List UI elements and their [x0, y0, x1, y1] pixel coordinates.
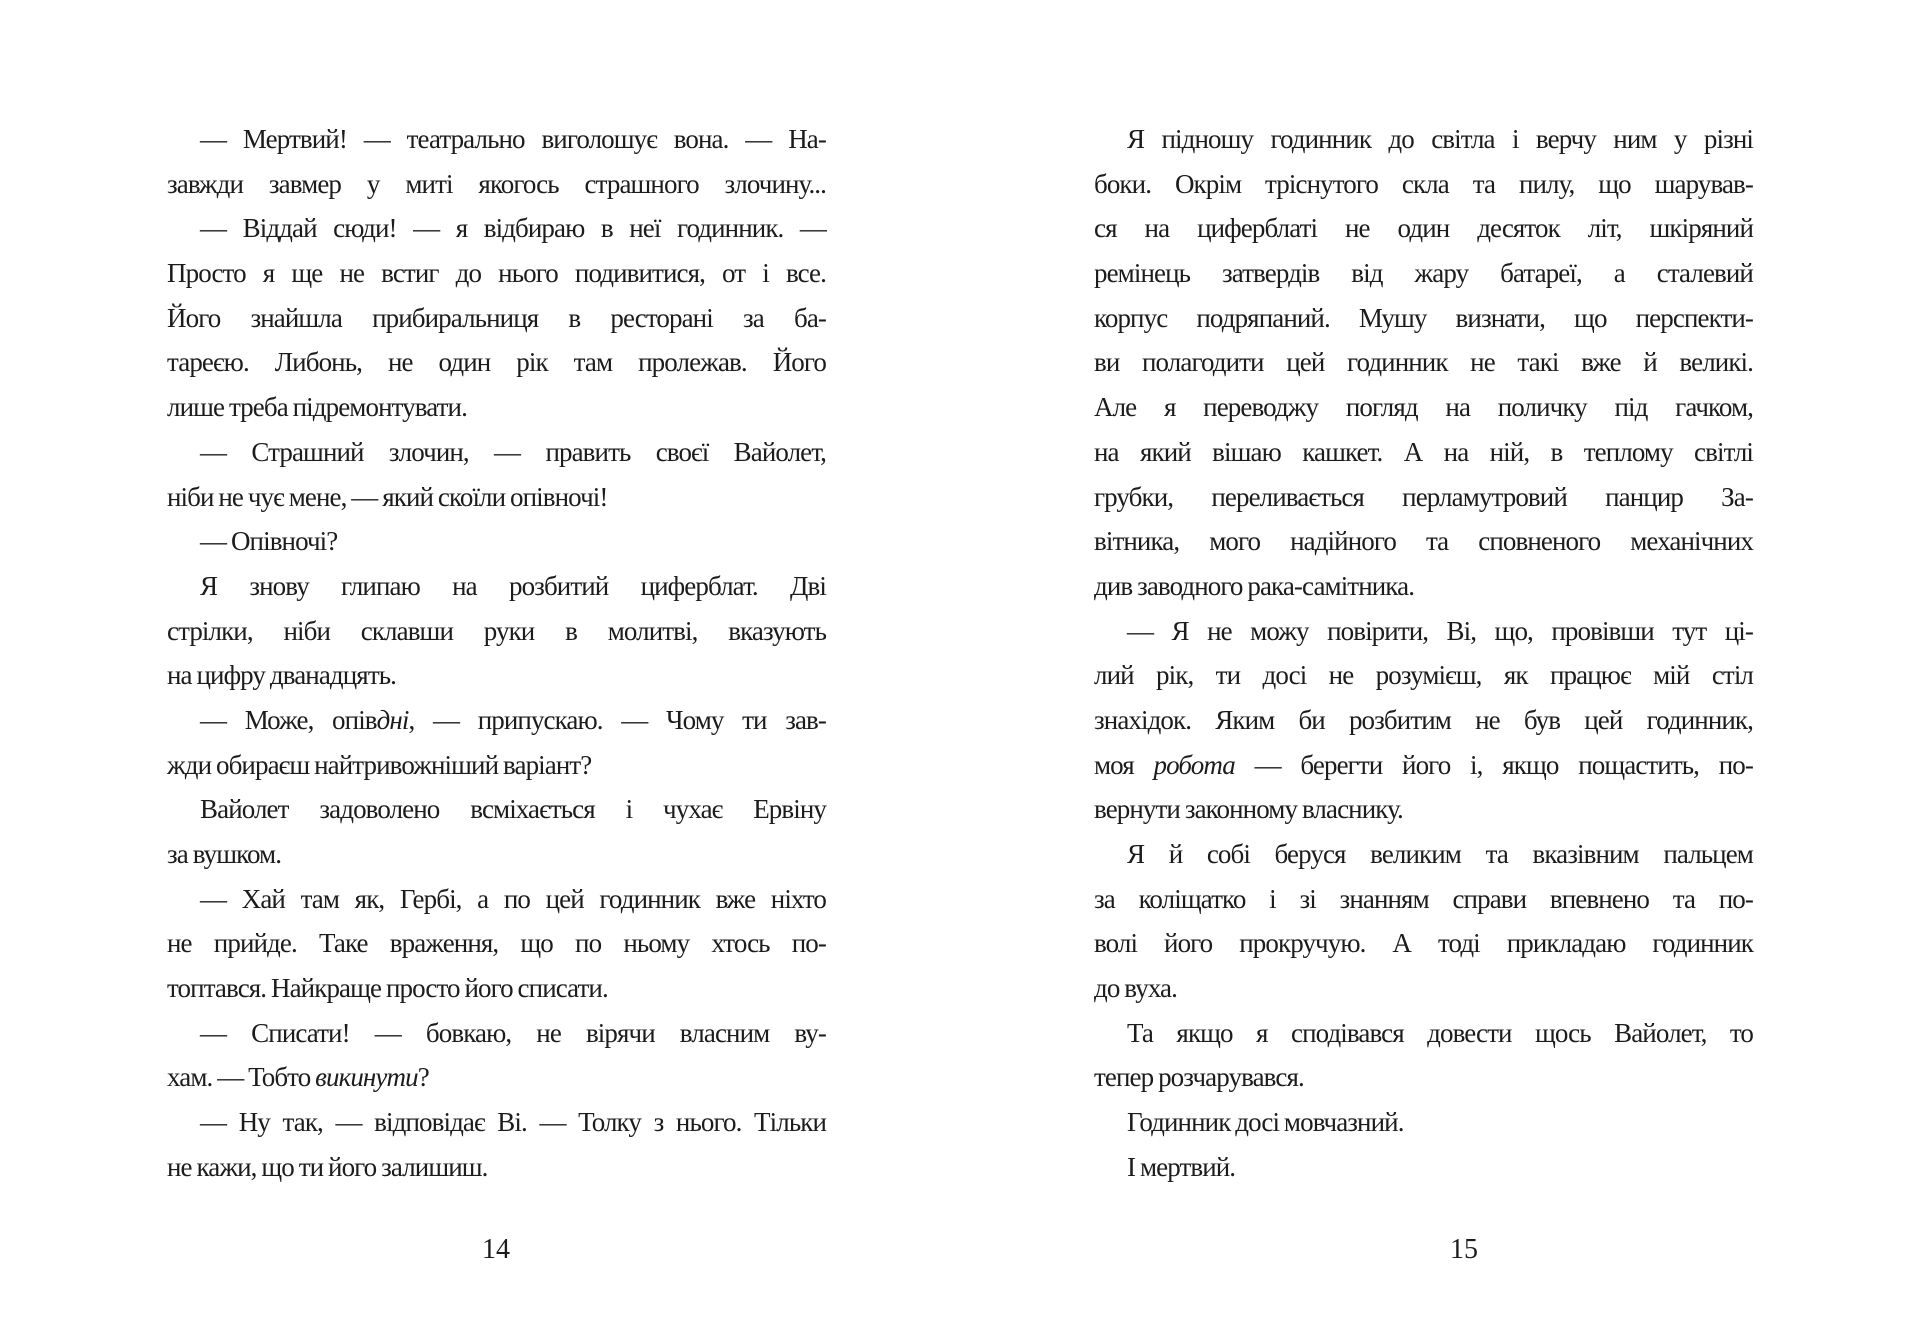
text-run: , — припускаю. — Чому ти зав-	[408, 704, 826, 735]
text-line: Я й собі беруся великим та вказівним пальцем	[1127, 839, 1753, 869]
text-line: див заводного рака-самітника.	[1094, 570, 1415, 601]
text-line: волі його прокручую. А тоді прикладаю годинник	[1094, 928, 1753, 959]
text-line: Але я переводжу погляд на поличку під гачком,	[1094, 392, 1753, 423]
italic-emphasis: викинути	[315, 1062, 418, 1093]
text-line: ви полагодити цей годинник не такі вже й великі.	[1094, 347, 1753, 378]
text-run: хам. — Тобто	[167, 1062, 316, 1093]
text-run: — берегти його і, якщо пощастить, по-	[1234, 749, 1753, 780]
text-line: лише треба підремонтувати.	[167, 392, 467, 423]
text-line: не кажи, що ти його залишиш.	[167, 1151, 488, 1182]
text-line: Я знову глипаю на розбитий циферблат. Дві	[200, 570, 826, 601]
text-line	[167, 698, 826, 743]
text-line: — Хай там як, Гербі, а по цей годинник вже ніхто	[200, 883, 826, 914]
text-line: боки. Окрім тріснутого скла та пилу, що шарував-	[1094, 168, 1753, 199]
text-line: жди обираєш найтривожніший варіант?	[167, 749, 592, 780]
text-line: за вушком.	[167, 839, 282, 869]
left-page-text	[167, 117, 826, 1190]
text-line: ся на циферблаті не один десяток літ, шкіряний	[1094, 213, 1753, 244]
text-line: на цифру дванадцять.	[167, 660, 396, 691]
italic-emphasis: робота	[1153, 749, 1235, 780]
text-line: Його знайшла прибиральниця в ресторані за ба-	[167, 302, 826, 333]
page-number: 15	[1450, 1234, 1478, 1265]
text-line: вітника, мого надійного та сповненого механічних	[1094, 526, 1753, 557]
text-line: — Я не можу повірити, Ві, що, провівши тут ці-	[1127, 615, 1753, 646]
text-line	[1094, 743, 1753, 788]
text-line: — Списати! — бовкаю, не вірячи власним ву-	[200, 1017, 826, 1048]
text-line: Я підношу годинник до світла і верчу ним у різні	[1127, 124, 1753, 154]
text-line: топтався. Найкраще просто його списати.	[167, 973, 608, 1004]
right-page	[960, 0, 1920, 1324]
text-line: на який вішаю кашкет. А на ній, в теплому світлі	[1094, 436, 1753, 467]
text-line: до вуха.	[1094, 973, 1177, 1004]
text-line: Та якщо я сподівався довести щось Вайолет, то	[1127, 1017, 1753, 1048]
text-run: моя	[1094, 749, 1154, 780]
text-line: ремінець затвердів від жару батареї, а сталевий	[1094, 258, 1753, 289]
text-line: — Страшний злочин, — править своєї Вайолет,	[200, 436, 826, 467]
text-line: грубки, переливається перламутровий панцир За-	[1094, 481, 1753, 512]
text-line: за коліщатко і зі знанням справи впевнено та по-	[1094, 883, 1753, 914]
text-line: Вайолет задоволено всміхається і чухає Ервіну	[200, 794, 826, 825]
text-line: І мертвий.	[1127, 1151, 1236, 1182]
text-run: — Може, опів	[200, 704, 377, 735]
text-line: завжди завмер у миті якогось страшного злочину...	[167, 168, 826, 199]
text-line: — Опівночі?	[200, 526, 338, 557]
text-line: ніби не чує мене, — який скоїли опівночі!	[167, 481, 608, 512]
text-line: тареєю. Либонь, не один рік там пролежав. Його	[167, 347, 826, 378]
italic-emphasis: дні	[376, 704, 409, 735]
text-line: тепер розчарувався.	[1094, 1062, 1304, 1093]
text-run: ?	[417, 1062, 429, 1093]
text-line: — Мертвий! — театрально виголошує вона. — На-	[200, 124, 826, 154]
text-line: лий рік, ти досі не розумієш, як працює мій стіл	[1094, 660, 1753, 691]
right-page-text	[1094, 117, 1753, 1190]
text-line: знахідок. Яким би розбитим не був цей годинник,	[1094, 704, 1753, 735]
page-number: 14	[482, 1234, 510, 1265]
text-line: — Ну так, — відповідає Ві. — Толку з нього. Тільки	[200, 1107, 826, 1138]
text-line: корпус подряпаний. Мушу визнати, що перспекти-	[1094, 302, 1753, 333]
text-line: — Віддай сюди! — я відбираю в неї годинник. —	[200, 213, 826, 244]
text-line: Просто я ще не встиг до нього подивитися, от і все.	[167, 258, 826, 289]
text-line: не прийде. Таке враження, що по ньому хтось по-	[167, 928, 826, 959]
text-line: Годинник досі мовчазний.	[1127, 1107, 1404, 1138]
text-line	[167, 1055, 826, 1100]
text-line: вернути законному власнику.	[1094, 794, 1403, 825]
text-line: стрілки, ніби склавши руки в молитві, вказують	[167, 615, 826, 646]
